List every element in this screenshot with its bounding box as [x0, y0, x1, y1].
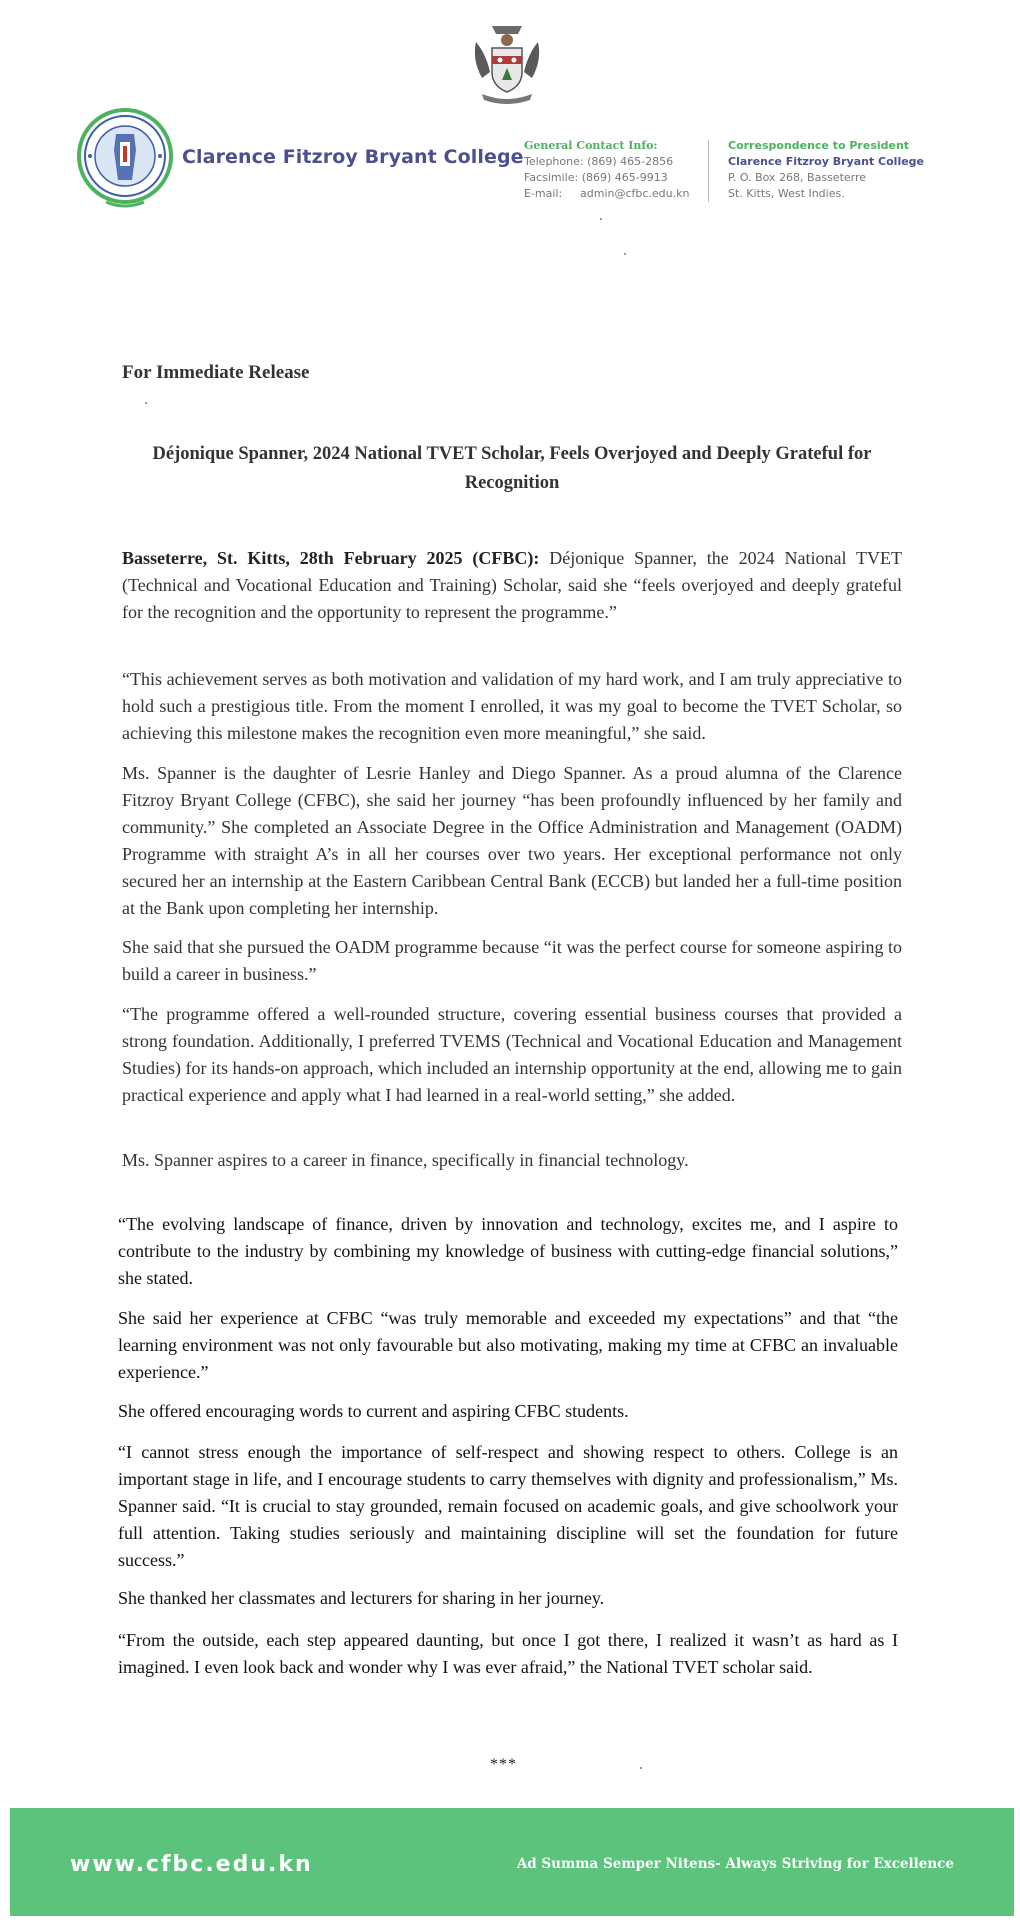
- paragraph-6: Ms. Spanner aspires to a career in finance, specifically in financial technology.: [122, 1150, 689, 1170]
- dateline: Basseterre, St. Kitts, 28th February 2025 (CFBC):: [122, 548, 540, 568]
- release-label: For Immediate Release: [122, 362, 310, 383]
- paragraph-8: She said her experience at CFBC “was truly memorable and exceeded my expectations” and that “the learning environment was not only favourable but also motivating, making my time at CFBC an invaluable experience.”: [118, 1308, 898, 1382]
- email-address[interactable]: admin@cfbc.edu.kn: [580, 187, 690, 200]
- correspondence-address-line-1: P. O. Box 268, Basseterre: [728, 171, 867, 184]
- contact-divider: [708, 140, 709, 202]
- paragraph-4: She said that she pursued the OADM programme because “it was the perfect course for someone aspiring to build a career in business.”: [122, 937, 902, 984]
- email-row: [524, 186, 696, 202]
- end-mark: ***: [490, 1756, 517, 1773]
- paragraph-1: [122, 545, 902, 626]
- paragraph-7: “The evolving landscape of finance, driven by innovation and technology, excites me, and I aspire to contribute to the industry by combining my knowledge of business with cutting-edge financial solutions,” she stated.: [118, 1214, 898, 1288]
- paragraph-1-text: Déjonique Spanner, the 2024 National TVET (Technical and Vocational Education and Training) Scholar, said she “feels overjoyed and deeply grateful for the recognition and the opportunity to represent the programme.”: [122, 548, 902, 622]
- facsimile: Facsimile: (869) 465-9913: [524, 171, 668, 184]
- general-contact-block: [524, 138, 696, 202]
- footer-motto: Ad Summa Semper Nitens- Always Striving for Excellence: [516, 1856, 954, 1872]
- correspondence-heading: Correspondence to President: [728, 139, 910, 152]
- paragraph-12: “From the outside, each step appeared daunting, but once I got there, I realized it wasn’t as hard as I imagined. I even look back and wonder why I was ever afraid,” the National TVET scholar said.: [118, 1630, 898, 1677]
- correspondence-name: Clarence Fitzroy Bryant College: [728, 155, 925, 168]
- national-coat-of-arms-icon: [468, 20, 546, 106]
- general-contact-heading: General Contact Info:: [524, 139, 658, 152]
- paragraph-9: She offered encouraging words to current and aspiring CFBC students.: [118, 1401, 629, 1421]
- footer-website-link[interactable]: www.cfbc.edu.kn: [70, 1852, 313, 1877]
- paragraph-3: Ms. Spanner is the daughter of Lesrie Hanley and Diego Spanner. As a proud alumna of the Clarence Fitzroy Bryant College (CFBC), she said her journey “has been profoundly influenced by her family and community.” She completed an Associate Degree in the Office Administration and Management (OADM) Programme with straight A’s in all her courses over two years. Her exceptional performance not only secured her an internship at the Eastern Caribbean Central Bank (ECCB) but landed her a full-time position at the Bank upon completing her internship.: [122, 763, 902, 918]
- footer-banner: [10, 1808, 1014, 1916]
- college-name: Clarence Fitzroy Bryant College: [182, 146, 524, 168]
- college-seal-logo: [76, 106, 174, 212]
- correspondence-block: [728, 138, 928, 202]
- paragraph-2: “This achievement serves as both motivation and validation of my hard work, and I am truly appreciative to hold such a prestigious title. From the moment I enrolled, it was my goal to become the TVET Scholar, so achieving this milestone makes the recognition even more meaningful,” she said.: [122, 669, 902, 743]
- paragraph-5: “The programme offered a well-rounded structure, covering essential business courses that provided a strong foundation. Additionally, I preferred TVEMS (Technical and Vocational Education and Management Studies) for its hands-on approach, which included an internship opportunity at the end, allowing me to gain practical experience and apply what I had learned in a real-world setting,” she added.: [122, 1004, 902, 1105]
- headline: Déjonique Spanner, 2024 National TVET Scholar, Feels Overjoyed and Deeply Grateful for Recognition: [152, 444, 872, 493]
- correspondence-address-line-2: St. Kitts, West Indies.: [728, 187, 845, 200]
- paragraph-10: “I cannot stress enough the importance of self-respect and showing respect to others. College is an important stage in life, and I encourage students to carry themselves with dignity and professionalism,” Ms. Spanner said. “It is crucial to stay grounded, remain focused on academic goals, and give schoolwork your full attention. Taking studies seriously and maintaining discipline will set the foundation for future success.”: [118, 1442, 898, 1570]
- paragraph-11: She thanked her classmates and lecturers for sharing in her journey.: [118, 1588, 605, 1608]
- telephone: Telephone: (869) 465-2856: [524, 155, 674, 168]
- email-label: E-mail:: [524, 187, 563, 200]
